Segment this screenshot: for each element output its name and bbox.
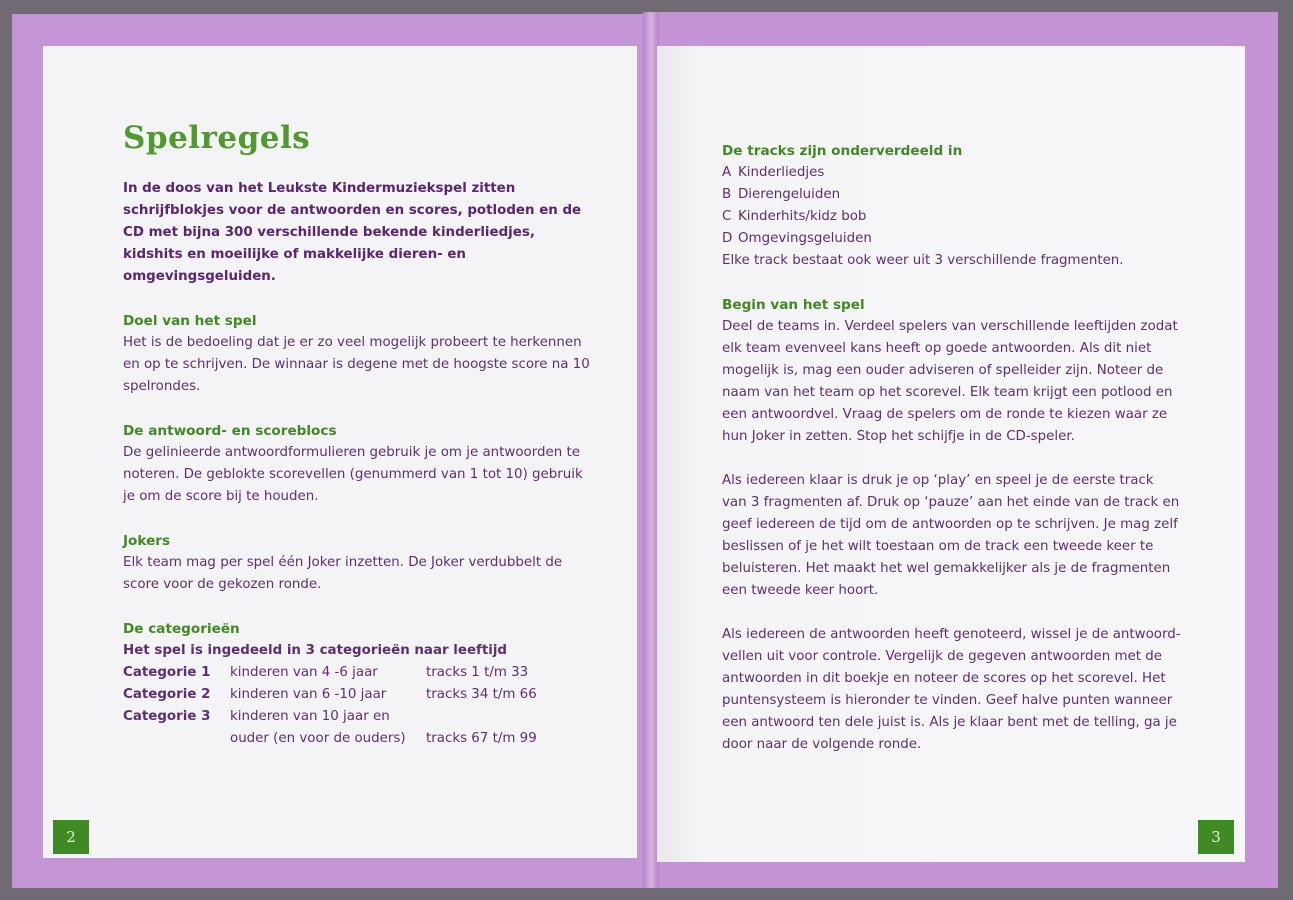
list-label: Kinderliedjes [738,165,825,180]
category-ages: kinderen van 6 -10 jaar [230,687,387,702]
begin-heading: Begin van het spel [722,297,865,313]
play-paragraph: Als iedereen klaar is druk je op ‘play’ en speel je de eerste track van 3 fragmenten af. Druk op ‘pauze’ aan het einde van de track en geef iedereen de tijd om de antwoorden op te schrijven. Je mag zelf beslissen of je het wilt toestaan om de track een tweede keer te beluisteren. Het maakt het wel gemakkelijker als je de fragmenten een tweede keer hoort. [722,473,1180,598]
begin-paragraph: Deel de teams in. Verdeel spelers van verschillende leeftijden zodat elk team evenveel kans heeft op goede antwoorden. Als dit niet mogelijk is, mag een ouder adviseren of spelleider zijn. Noteer de naam van het team op het scorevel. Elk team krijgt een potlood en een antwoordvel. Vraag de spelers om de ronde te kiezen waar ze hun Joker in zetten. Stop het schijfje in de CD-speler. [722,319,1178,444]
categories-subheading: Het spel is ingedeeld in 3 categorieën naar leeftijd [123,643,508,658]
list-letter: A [722,165,732,180]
section-scoreblocs [123,420,593,508]
section-heading: De categorieën [123,621,240,637]
section-text: De gelinieerde antwoordformulieren gebruik je om je antwoorden te noteren. De geblokte scorevellen (genummerd van 1 tot 10) gebruik je om de score bij te houden. [123,445,583,504]
section-jokers [123,530,593,596]
list-label: Omgevingsgeluiden [738,231,872,246]
section-text: Elk team mag per spel één Joker inzetten. De Joker verdubbelt de score voor de gekozen ronde. [123,555,563,592]
category-name: Categorie 1 [123,665,211,680]
tracks-heading: De tracks zijn onderverdeeld in [722,143,963,159]
list-label: Kinderhits/kidz bob [738,209,867,224]
section-heading: De antwoord- en scoreblocs [123,423,337,439]
left-page [43,46,637,858]
list-letter: D [722,231,733,246]
table-row [123,728,537,750]
category-name: Categorie 2 [123,687,211,702]
list-letter: B [722,187,732,202]
section-heading: Doel van het spel [123,313,257,329]
list-item [722,228,1182,250]
categories-table [123,662,537,750]
intro-paragraph: In de doos van het Leukste Kindermuziekspel zitten schrijfblokjes voor de antwoorden en scores, potloden en de CD met bijna 300 verschillende bekende kinderliedjes, kidshits en moeilijke of makkelijke dieren- en omgevingsgeluiden. [123,181,582,284]
table-row [123,706,537,728]
table-row [123,684,537,706]
category-name: Categorie 3 [123,709,211,724]
list-item [722,206,1182,228]
page-number-badge: 3 [1198,820,1234,854]
category-tracks: tracks 67 t/m 99 [426,731,537,746]
page-number-badge: 2 [53,820,89,854]
list-item [722,162,1182,184]
left-page-content [123,120,593,750]
category-tracks: tracks 34 t/m 66 [426,687,537,702]
category-ages: kinderen van 10 jaar en [230,709,390,724]
category-tracks [426,706,537,728]
section-doel [123,310,593,398]
list-label: Dierengeluiden [738,187,841,202]
section-heading: Jokers [123,533,171,549]
tracks-list [722,162,1182,250]
right-page-content [722,140,1182,756]
list-letter: C [722,209,732,224]
category-ages: ouder (en voor de ouders) [230,731,406,746]
section-text: Het is de bedoeling dat je er zo veel mogelijk probeert te herkennen en op te schrijven. De winnaar is degene met de hoogste score na 10 spelrondes. [123,335,590,394]
category-name [123,728,230,750]
category-ages: kinderen van 4 -6 jaar [230,665,378,680]
section-categories [123,618,593,750]
scoring-paragraph: Als iedereen de antwoorden heeft genoteerd, wissel je de antwoord-vellen uit voor controle. Vergelijk de gegeven antwoorden met de antwoorden in dit boekje en noteer de scores op het scorevel. Het puntensysteem is hieronder te vinden. Geef halve punten wanneer een antwoord ten dele juist is. Als je klaar bent met de telling, ga je door naar de volgende ronde. [722,627,1181,752]
category-tracks: tracks 1 t/m 33 [426,665,529,680]
right-page [657,46,1245,862]
list-item [722,184,1182,206]
page-title: Spelregels [123,120,311,156]
table-row [123,662,537,684]
tracks-note: Elke track bestaat ook weer uit 3 verschillende fragmenten. [722,253,1124,268]
